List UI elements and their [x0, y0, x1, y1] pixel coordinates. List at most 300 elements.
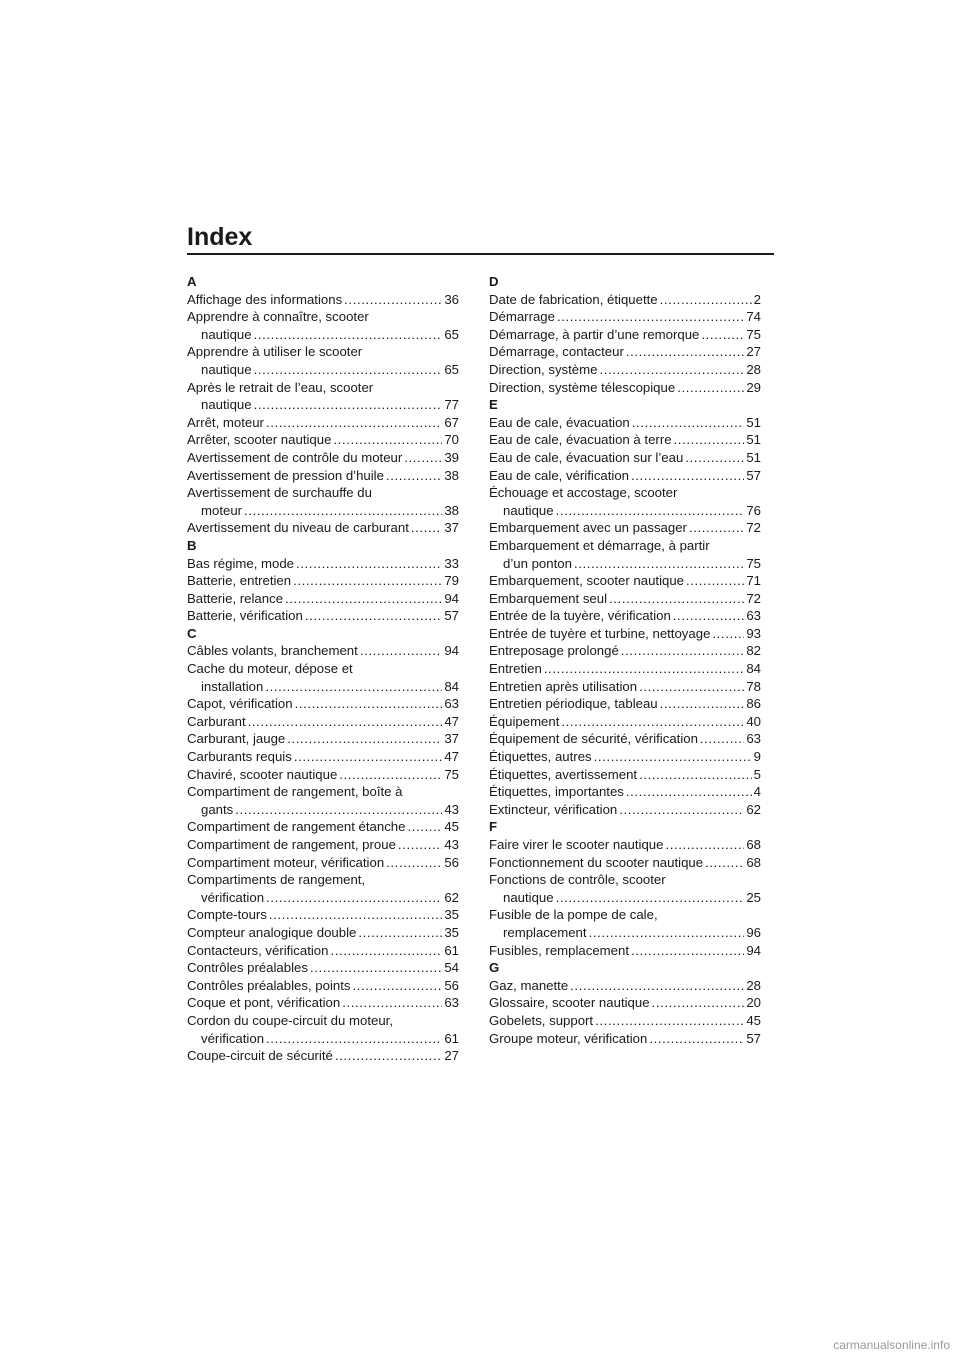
- index-page-number: 28: [746, 977, 761, 993]
- dot-leader: [386, 467, 442, 485]
- dot-leader: [673, 607, 745, 625]
- dot-leader: [266, 889, 442, 907]
- index-page-number: 51: [746, 414, 761, 430]
- index-entry-text: Carburant: [187, 713, 246, 729]
- index-entry-text: Capot, vérification: [187, 696, 293, 712]
- index-page-number: 51: [746, 449, 761, 465]
- index-entry-text: Fonctionnement du scooter nautique: [489, 854, 704, 870]
- dot-leader: [339, 766, 442, 784]
- index-entry-text: Eau de cale, évacuation à terre: [489, 432, 672, 448]
- dot-leader: [685, 449, 744, 467]
- index-entry: [489, 977, 761, 995]
- dot-leader: [626, 343, 744, 361]
- watermark-footer: carmanualsonline.info: [833, 1338, 950, 1352]
- index-entry: [489, 994, 761, 1012]
- index-entry-text: nautique: [503, 889, 554, 905]
- index-page-number: 27: [746, 344, 761, 360]
- title-rule: [187, 253, 774, 255]
- index-entry: [489, 748, 761, 766]
- index-page-number: 61: [444, 942, 459, 958]
- dot-leader: [407, 818, 442, 836]
- index-entry-text: Faire virer le scooter nautique: [489, 837, 664, 852]
- index-page-number: 43: [444, 837, 459, 852]
- dot-leader: [712, 625, 744, 643]
- dot-leader: [626, 783, 752, 801]
- index-entry: [489, 379, 761, 397]
- dot-leader: [631, 467, 744, 485]
- index-entry-text: Bas régime, mode: [187, 555, 295, 571]
- index-page-number: 78: [746, 678, 761, 694]
- index-entry-text: Eau de cale, évacuation sur l’eau: [489, 449, 684, 465]
- dot-leader: [652, 994, 745, 1012]
- index-entry: [489, 1030, 761, 1048]
- index-page-number: 28: [746, 361, 761, 377]
- dot-leader: [287, 730, 442, 748]
- index-entry-text: Équipement: [489, 713, 560, 729]
- index-entry: [187, 431, 459, 449]
- index-page-number: 72: [746, 590, 761, 606]
- index-page-number: 56: [444, 977, 459, 993]
- index-entry: [489, 502, 761, 520]
- index-entry: [489, 836, 761, 854]
- index-entry-head: Cordon du coupe-circuit du moteur,: [187, 1012, 393, 1028]
- index-entry-text: Carburant, jauge: [187, 731, 286, 747]
- index-entry: [489, 572, 761, 590]
- index-entry: [187, 818, 459, 836]
- index-entry-text: Avertissement de contrôle du moteur: [187, 449, 403, 465]
- index-entry-text: Direction, système télescopique: [489, 379, 676, 395]
- index-page-number: 70: [444, 432, 459, 448]
- index-page-number: 33: [444, 555, 459, 571]
- index-entry: [489, 783, 761, 801]
- dot-leader: [254, 326, 443, 344]
- index-page-number: 47: [444, 713, 459, 729]
- index-page-number: 27: [444, 1048, 459, 1064]
- dot-leader: [556, 889, 745, 907]
- index-entry: [187, 326, 459, 344]
- index-entry-text: remplacement: [503, 924, 587, 940]
- index-page-number: 56: [444, 854, 459, 870]
- index-entry-text: Entrée de la tuyère, vérification: [489, 608, 671, 624]
- index-entry-text: Coupe-circuit de sécurité: [187, 1048, 333, 1064]
- dot-leader: [570, 977, 744, 995]
- dot-leader: [342, 994, 442, 1012]
- dot-leader: [674, 431, 745, 449]
- index-entry: [187, 977, 459, 995]
- index-entry-text: Entreposage prolongé: [489, 643, 619, 659]
- index-entry: [489, 590, 761, 608]
- index-entry: [489, 625, 761, 643]
- index-entry-text: Entretien après utilisation: [489, 678, 638, 694]
- index-entry-text: vérification: [201, 889, 265, 905]
- dot-leader: [621, 642, 745, 660]
- dot-leader: [330, 942, 442, 960]
- index-entry-text: Batterie, entretien: [187, 573, 292, 589]
- dot-leader: [686, 572, 744, 590]
- index-entry: [187, 1030, 459, 1048]
- dot-leader: [689, 519, 744, 537]
- index-entry: [187, 396, 459, 414]
- index-section-letter: G: [489, 960, 500, 976]
- index-entry-text: Date de fabrication, étiquette: [489, 291, 658, 307]
- index-entry-text: Entretien: [489, 661, 542, 677]
- dot-leader: [254, 361, 443, 379]
- index-entry-text: Avertissement de pression d’huile: [187, 467, 384, 483]
- index-entry: [187, 1047, 459, 1065]
- index-page-number: 20: [746, 995, 761, 1011]
- dot-leader: [639, 678, 744, 696]
- index-entry-text: nautique: [201, 326, 252, 342]
- index-entry: [489, 730, 761, 748]
- index-entry: [489, 414, 761, 432]
- index-page-number: 37: [444, 731, 459, 747]
- index-entry: [489, 326, 761, 344]
- dot-leader: [705, 854, 744, 872]
- index-column-left: [187, 273, 459, 1065]
- index-entry-text: Chaviré, scooter nautique: [187, 766, 338, 782]
- dot-leader: [269, 906, 442, 924]
- index-entry-text: Compartiment moteur, vérification: [187, 854, 385, 870]
- index-page-number: 94: [746, 942, 761, 958]
- index-page-number: 37: [444, 520, 459, 536]
- index-page-number: 57: [444, 608, 459, 624]
- index-entry: [489, 555, 761, 573]
- index-entry: [489, 713, 761, 731]
- index-entry: [187, 730, 459, 748]
- index-page-number: 51: [746, 432, 761, 448]
- index-entry: [489, 942, 761, 960]
- index-entry: [489, 361, 761, 379]
- index-section-letter: B: [187, 537, 197, 553]
- index-entry-text: d’un ponton: [503, 555, 572, 571]
- index-page-number: 94: [444, 643, 459, 659]
- index-entry-text: Carburants requis: [187, 749, 292, 765]
- index-entry: [187, 801, 459, 819]
- index-entry-text: Compteur analogique double: [187, 924, 357, 940]
- index-entry: [187, 766, 459, 784]
- index-entry: [187, 836, 459, 854]
- index-entry-text: Gobelets, support: [489, 1012, 594, 1028]
- index-entry-head: Cache du moteur, dépose et: [187, 661, 353, 677]
- dot-leader: [594, 748, 752, 766]
- index-section-letter: A: [187, 274, 197, 289]
- index-page-number: 77: [444, 397, 459, 413]
- index-entry: [489, 343, 761, 361]
- dot-leader: [266, 1030, 442, 1048]
- index-page-number: 38: [444, 467, 459, 483]
- dot-leader: [296, 555, 442, 573]
- dot-leader: [599, 361, 744, 379]
- index-entry: [489, 519, 761, 537]
- index-entry-text: Étiquettes, autres: [489, 749, 592, 765]
- index-entry: [489, 449, 761, 467]
- index-page-number: 93: [746, 625, 761, 641]
- index-entry: [489, 924, 761, 942]
- dot-leader: [557, 308, 744, 326]
- index-entry-text: Gaz, manette: [489, 977, 569, 993]
- index-entry: [187, 519, 459, 537]
- dot-leader: [404, 449, 442, 467]
- index-page-number: 61: [444, 1030, 459, 1046]
- index-entry-text: Eau de cale, évacuation: [489, 414, 630, 430]
- index-page-number: 79: [444, 573, 459, 589]
- index-page-number: 38: [444, 502, 459, 518]
- dot-leader: [677, 379, 744, 397]
- dot-leader: [700, 730, 744, 748]
- index-entry: [489, 431, 761, 449]
- index-entry-text: Étiquettes, importantes: [489, 784, 624, 800]
- index-page-number: 4: [753, 784, 761, 800]
- index-page-number: 65: [444, 326, 459, 342]
- index-entry: [489, 660, 761, 678]
- index-entry: [489, 642, 761, 660]
- index-entry: [489, 1012, 761, 1030]
- index-entry-head: Apprendre à connaître, scooter: [187, 309, 369, 325]
- dot-leader: [660, 695, 745, 713]
- index-entry-text: Entretien périodique, tableau: [489, 696, 658, 712]
- index-entry-text: Glossaire, scooter nautique: [489, 995, 650, 1011]
- index-page-number: 39: [444, 449, 459, 465]
- index-entry: [489, 308, 761, 326]
- index-entry: [187, 994, 459, 1012]
- index-entry: [489, 889, 761, 907]
- index-entry-text: installation: [201, 678, 264, 694]
- index-entry: [489, 766, 761, 784]
- dot-leader: [358, 924, 442, 942]
- index-entry: [187, 502, 459, 520]
- dot-leader: [660, 291, 752, 309]
- index-entry-text: Contrôles préalables: [187, 960, 308, 976]
- index-entry: [187, 414, 459, 432]
- index-entry-head: Fonctions de contrôle, scooter: [489, 872, 666, 888]
- index-entry: [187, 607, 459, 625]
- dot-leader: [244, 502, 442, 520]
- index-entry: [187, 713, 459, 731]
- dot-leader: [561, 713, 744, 731]
- index-entry-text: Étiquettes, avertissement: [489, 766, 638, 782]
- dot-leader: [595, 1012, 744, 1030]
- index-page-number: 84: [444, 678, 459, 694]
- index-entry-text: Arrêter, scooter nautique: [187, 432, 332, 448]
- index-entry-text: nautique: [201, 361, 252, 377]
- dot-leader: [360, 642, 443, 660]
- dot-leader: [574, 555, 744, 573]
- index-page-number: 75: [444, 766, 459, 782]
- index-entry-head: Embarquement et démarrage, à partir: [489, 537, 710, 553]
- index-entry-text: Arrêt, moteur: [187, 414, 264, 430]
- dot-leader: [248, 713, 443, 731]
- index-page-number: 63: [746, 608, 761, 624]
- index-entry: [187, 291, 459, 309]
- index-entry-text: Embarquement seul: [489, 590, 608, 606]
- index-page-number: 96: [746, 924, 761, 940]
- index-entry-text: Compartiment de rangement étanche: [187, 819, 406, 835]
- index-entry-text: Démarrage, contacteur: [489, 344, 624, 360]
- index-entry: [187, 467, 459, 485]
- index-entry: [489, 854, 761, 872]
- index-page-number: 65: [444, 361, 459, 377]
- index-section-letter: C: [187, 625, 197, 641]
- page-title: Index: [187, 223, 253, 251]
- index-entry: [489, 467, 761, 485]
- index-page-number: 76: [746, 502, 761, 518]
- index-entry-text: vérification: [201, 1030, 265, 1046]
- index-entry-text: Batterie, relance: [187, 590, 284, 606]
- index-entry-text: Démarrage: [489, 309, 555, 325]
- index-entry: [187, 361, 459, 379]
- index-entry: [187, 555, 459, 573]
- index-page-number: 54: [444, 960, 459, 976]
- dot-leader: [632, 414, 745, 432]
- index-entry-text: Démarrage, à partir d’une remorque: [489, 326, 700, 342]
- index-page-number: 62: [746, 801, 761, 817]
- index-page-number: 74: [746, 309, 761, 325]
- index-entry: [187, 924, 459, 942]
- dot-leader: [235, 801, 442, 819]
- index-page-number: 68: [746, 837, 761, 852]
- dot-leader: [310, 959, 442, 977]
- index-entry: [187, 678, 459, 696]
- index-entry-head: Après le retrait de l’eau, scooter: [187, 379, 374, 395]
- index-page-number: 25: [746, 889, 761, 905]
- index-page-number: 84: [746, 661, 761, 677]
- index-entry: [187, 695, 459, 713]
- index-entry-text: Eau de cale, vérification: [489, 467, 630, 483]
- index-entry-text: Affichage des informations: [187, 291, 343, 307]
- index-page-number: 47: [444, 749, 459, 765]
- index-page-number: 9: [753, 749, 761, 765]
- dot-leader: [556, 502, 745, 520]
- dot-leader: [352, 977, 442, 995]
- index-entry-text: moteur: [201, 502, 243, 518]
- dot-leader: [293, 572, 442, 590]
- dot-leader: [631, 942, 744, 960]
- dot-leader: [701, 326, 744, 344]
- index-entry: [489, 291, 761, 309]
- dot-leader: [609, 590, 744, 608]
- dot-leader: [649, 1030, 744, 1048]
- index-page-number: 45: [444, 819, 459, 835]
- index-page-number: 75: [746, 326, 761, 342]
- index-entry: [187, 590, 459, 608]
- dot-leader: [333, 431, 442, 449]
- dot-leader: [254, 396, 443, 414]
- index-page-number: 82: [746, 643, 761, 659]
- index-entry: [489, 801, 761, 819]
- dot-leader: [305, 607, 443, 625]
- index-entry: [489, 695, 761, 713]
- index-entry: [489, 678, 761, 696]
- index-page-number: 45: [746, 1012, 761, 1028]
- index-entry-text: Contrôles préalables, points: [187, 977, 351, 993]
- index-page-number: 72: [746, 520, 761, 536]
- index-page-number: 62: [444, 889, 459, 905]
- index-page-number: 35: [444, 924, 459, 940]
- dot-leader: [665, 836, 744, 854]
- index-entry: [489, 607, 761, 625]
- index-entry-text: nautique: [201, 397, 252, 413]
- index-entry-text: Fusibles, remplacement: [489, 942, 629, 958]
- index-page-number: 67: [444, 414, 459, 430]
- dot-leader: [266, 414, 442, 432]
- index-entry: [187, 889, 459, 907]
- dot-leader: [285, 590, 442, 608]
- index-entry-text: nautique: [503, 502, 554, 518]
- index-column-right: [489, 273, 761, 1047]
- index-entry: [187, 854, 459, 872]
- index-entry-text: gants: [201, 801, 234, 817]
- index-page-number: 57: [746, 1030, 761, 1046]
- index-entry: [187, 572, 459, 590]
- index-page-number: 94: [444, 590, 459, 606]
- index-entry-head: Compartiments de rangement,: [187, 872, 366, 888]
- index-entry: [187, 906, 459, 924]
- index-entry: [187, 642, 459, 660]
- dot-leader: [639, 766, 752, 784]
- index-page-number: 63: [444, 995, 459, 1011]
- index-entry: [187, 942, 459, 960]
- index-entry-text: Câbles volants, branchement: [187, 643, 358, 659]
- dot-leader: [619, 801, 744, 819]
- index-page-number: 75: [746, 555, 761, 571]
- dot-leader: [411, 519, 442, 537]
- index-entry-head: Fusible de la pompe de cale,: [489, 907, 658, 923]
- index-entry-text: Coque et pont, vérification: [187, 995, 341, 1011]
- index-section-letter: E: [489, 397, 498, 413]
- dot-leader: [335, 1047, 442, 1065]
- index-page-number: 63: [746, 731, 761, 747]
- index-entry: [187, 449, 459, 467]
- index-entry-head: Avertissement de surchauffe du: [187, 485, 372, 501]
- index-entry-head: Échouage et accostage, scooter: [489, 485, 678, 501]
- index-entry-text: Compte-tours: [187, 907, 267, 923]
- index-page-number: 29: [746, 379, 761, 395]
- index-entry-head: Compartiment de rangement, boîte à: [187, 784, 403, 800]
- index-entry-text: Avertissement du niveau de carburant: [187, 520, 409, 536]
- index-page-number: 36: [444, 291, 459, 307]
- index-entry-text: Direction, système: [489, 361, 598, 377]
- index-page-number: 5: [753, 766, 761, 782]
- index-page-number: 71: [746, 573, 761, 589]
- index-entry-text: Entrée de tuyère et turbine, nettoyage: [489, 625, 711, 641]
- index-entry-text: Embarquement avec un passager: [489, 520, 687, 536]
- dot-leader: [295, 695, 443, 713]
- index-entry-text: Compartiment de rangement, proue: [187, 837, 396, 852]
- dot-leader: [344, 291, 442, 309]
- dot-leader: [386, 854, 442, 872]
- index-section-letter: D: [489, 274, 499, 289]
- index-page-number: 86: [746, 696, 761, 712]
- dot-leader: [265, 678, 442, 696]
- index-entry-text: Équipement de sécurité, vérification: [489, 731, 698, 747]
- index-entry: [187, 959, 459, 977]
- dot-leader: [398, 836, 442, 854]
- index-page-number: 43: [444, 801, 459, 817]
- index-page-number: 2: [753, 291, 761, 307]
- index-entry-text: Embarquement, scooter nautique: [489, 573, 684, 589]
- index-entry-text: Contacteurs, vérification: [187, 942, 329, 958]
- index-section-letter: F: [489, 819, 498, 835]
- dot-leader: [294, 748, 443, 766]
- index-entry: [187, 748, 459, 766]
- index-entry-head: Apprendre à utiliser le scooter: [187, 344, 363, 360]
- index-entry-text: Batterie, vérification: [187, 608, 303, 624]
- index-page-number: 68: [746, 854, 761, 870]
- index-page-number: 40: [746, 713, 761, 729]
- index-page-number: 35: [444, 907, 459, 923]
- index-page-number: 63: [444, 696, 459, 712]
- dot-leader: [589, 924, 745, 942]
